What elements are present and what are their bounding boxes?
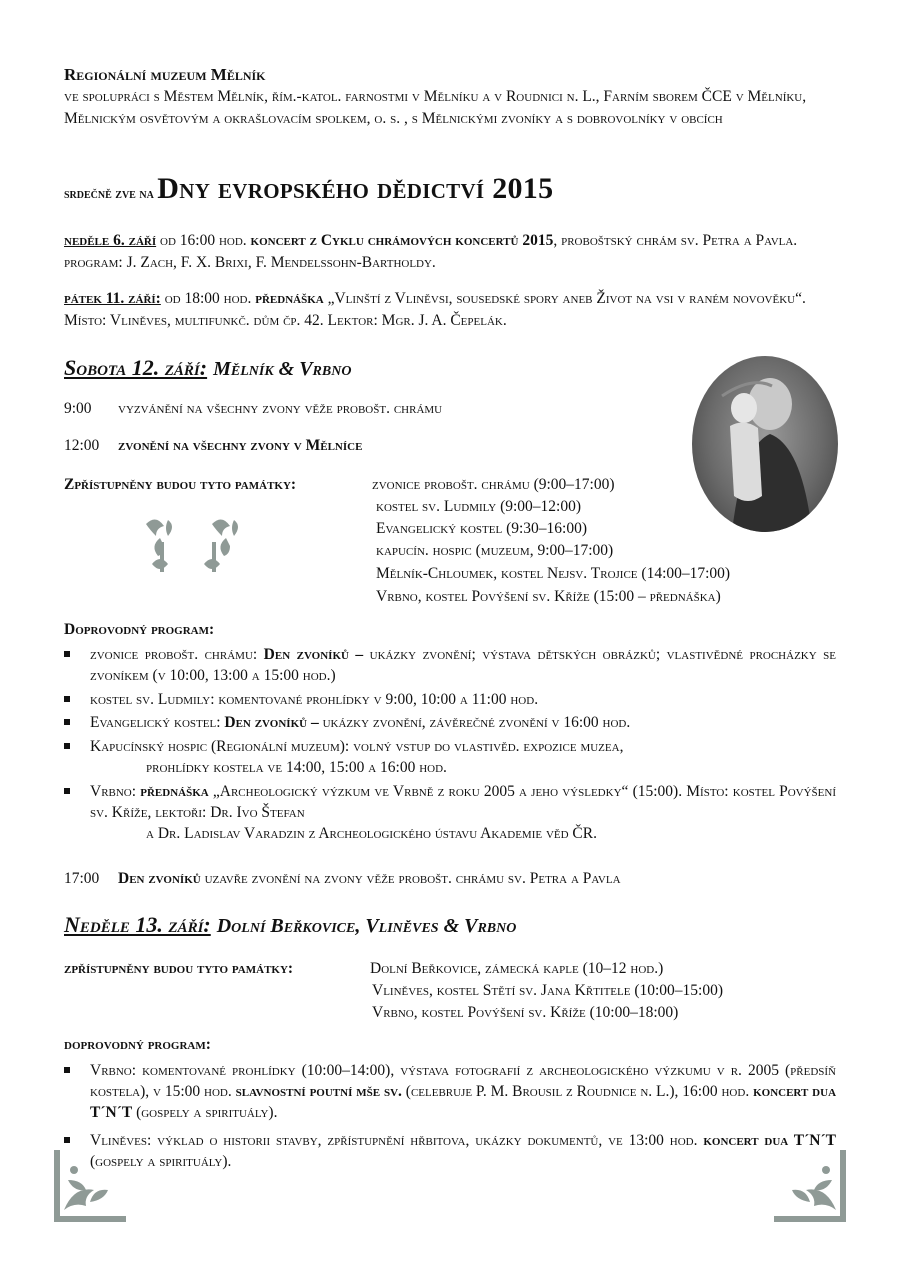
event-title: koncert z Cyklu chrámových koncertů 2015 [250, 232, 554, 249]
event-sunday-6 [64, 230, 836, 274]
section-heading-saturday [64, 355, 351, 381]
sat-open-label: Zpřístupněny budou tyto památky: [64, 476, 297, 493]
title-main: Dny evropského dědictví 2015 [157, 172, 554, 205]
section-places: Mělník & Vrbno [213, 358, 352, 380]
item-text: ukázky zvonění, závěrečné zvonění v 16:00 hod. [318, 714, 631, 731]
sat-monument: Vrbno, kostel Povýšení sv. Kříže (15:00 – přednáška) [376, 588, 721, 605]
event-details: , proboštský chrám sv. Petra a Pavla. program: J. Zach, F. X. Brixi, F. Mendelssohn-Bartholdy. [64, 232, 798, 271]
sat-monument: kapucín. hospic (muzeum, 9:00–17:00) [376, 542, 614, 559]
list-item [64, 736, 836, 778]
section-places: Dolní Beřkovice, Vlinĕves & Vrbno [216, 915, 517, 937]
item-bold: Den zvoníků [118, 870, 201, 887]
item-bold: přednáška [140, 783, 209, 800]
sat-program-label: Doprovodný program: [64, 621, 215, 638]
sat-monument: Evangelický kostel (9:30–16:00) [376, 520, 588, 537]
bullet-icon [64, 1067, 70, 1073]
sun-monument: Vlinĕves, kostel Stětí sv. Jana Křtitele (10:00–15:00) [372, 982, 724, 999]
floral-ornament-icon [132, 514, 250, 585]
bullet-icon [64, 696, 70, 702]
item-text: Evangelický kostel: [90, 714, 225, 731]
item-text: kostel sv. Ludmily: komentované prohlídky v 9:00, 10:00 a 11:00 hod. [90, 691, 539, 708]
event-details: „Vlinští z Vliněvsi, sousedské spory aneb Život na vsi v raném novověku“. Místo: Vlinĕves, multifunkč. dům čp. 42. Lektor: Mgr. J. A. Čepelák. [64, 290, 806, 329]
item-text: Kapucínský hospic (Regionální muzeum): volný vstup do vlastivěd. expozice muzea, [90, 738, 624, 755]
item-bold: koncert dua T´N´T [703, 1132, 837, 1149]
item-time: 12:00 [64, 437, 100, 454]
item-bold: Den zvoníků – [224, 714, 319, 731]
title-lead: srdečně zve na [64, 187, 158, 202]
bullet-icon [64, 719, 70, 725]
item-text-indent: a Dr. Ladislav Varadzin z Archeologického ústavu Akademie věd ČR. [146, 825, 597, 842]
corner-ornament-right-icon [774, 1150, 846, 1227]
sun-program-label: doprovodný program: [64, 1036, 211, 1053]
event-time: od 16:00 hod. [156, 232, 251, 249]
list-item [64, 781, 836, 844]
closing-note [64, 868, 621, 890]
sun-monument: Vrbno, kostel Povýšení sv. Kříže (10:00–18:00) [372, 1004, 679, 1021]
bullet-icon [64, 788, 70, 794]
item-bold: Den zvoníků – [263, 646, 364, 663]
bullet-icon [64, 651, 70, 657]
item-text: (gospely a spirituály). [132, 1104, 278, 1121]
sat-item-ringing [64, 398, 442, 420]
sun-open-label: zpřístupněny budou tyto památky: [64, 960, 294, 977]
list-item [64, 689, 836, 710]
page-title [64, 172, 553, 206]
item-text: (celebruje P. M. Brousil z Roudnice n. L.), 16:00 hod. [401, 1083, 754, 1100]
sun-monument: Dolní Beřkovice, zámecká kaple (10–12 hod.) [370, 960, 664, 977]
event-time: od 18:00 hod. [160, 290, 256, 307]
item-text: zvonění na všechny zvony v Mělníce [118, 437, 363, 454]
item-bold: slavnostní poutní mše sv. [235, 1083, 402, 1100]
item-text: Vrbno: [90, 783, 141, 800]
item-text: Vrbno: komentované prohlídky (10:00–14:00), výstava fotografií z archeologického výzkumu v r. 2005 (předsíň kostela), v 15:00 hod. [90, 1062, 836, 1100]
item-text: ukázky zvonění; výstava dětských obrázků; vlastivědné procházky se zvoníkem (v 10:00, 13:00 a 15:00 hod.) [90, 646, 836, 684]
item-time: 17:00 [64, 870, 100, 887]
section-date: Neděle 13. září: [64, 912, 211, 937]
bullet-icon [64, 1137, 70, 1143]
org-name: Regionální muzeum Mělník [64, 65, 266, 84]
item-bold: koncert dua T´N´T [90, 1083, 837, 1121]
item-text: zvonice probošt. chrámu: [90, 646, 264, 663]
section-date: Sobota 12. září: [64, 355, 208, 380]
item-time: 9:00 [64, 400, 92, 417]
section-heading-sunday [64, 912, 516, 938]
list-item [64, 712, 836, 733]
event-date: pátek 11. září: [64, 290, 161, 307]
event-date: neděle 6. září [64, 232, 157, 249]
list-item [64, 1130, 836, 1172]
item-text: uzavře zvonění na zvony věže probošt. chrámu sv. Petra a Pavla [200, 870, 621, 887]
bullet-icon [64, 743, 70, 749]
collaboration-text: ve spolupráci s Městem Mělník, řím.-katol. farnostmi v Mělníku a v Roudnici n. L., Farním sborem ČCE v Mělníku, Mělnickým osvětovým a okrašlovacím spolkem, o. s. , s Mělnickými zvoníky a s dobrovolníky v obcích [64, 88, 807, 127]
sat-monument: Mělník-Chloumek, kostel Nejsv. Trojice (14:00–17:00) [376, 565, 731, 582]
item-text: „Archeologický výzkum ve Vrbně z roku 2005 a jeho výsledky“ (15:00). Místo: kostel Povýšení sv. Kříže, lektoři: Dr. Ivo Štefan [90, 783, 837, 821]
item-text: Vlinĕves: výklad o historii stavby, zpřístupnění hřbitova, ukázky dokumentů, ve 13:00 hod. [90, 1132, 704, 1149]
item-text-indent: prohlídky kostela ve 14:00, 15:00 a 16:00 hod. [146, 759, 447, 776]
corner-ornament-left-icon [54, 1150, 126, 1227]
sat-monument: zvonice probošt. chrámu (9:00–17:00) [372, 476, 615, 493]
event-friday-11 [64, 288, 836, 332]
list-item [64, 644, 836, 686]
list-item [64, 1060, 836, 1123]
item-text: (gospely a spirituály). [90, 1153, 232, 1170]
saint-portrait-image [692, 356, 838, 532]
item-text: vyzvánění na všechny zvony věže probošt. chrámu [118, 400, 443, 417]
event-title: přednáška [255, 290, 324, 307]
sat-item-bells [64, 435, 362, 457]
sat-monument: kostel sv. Ludmily (9:00–12:00) [376, 498, 582, 515]
